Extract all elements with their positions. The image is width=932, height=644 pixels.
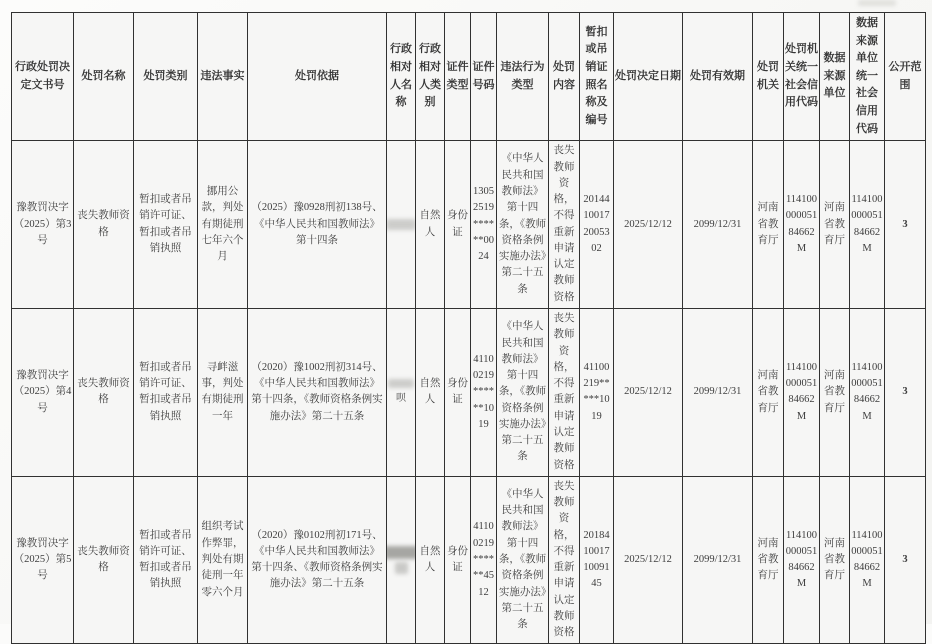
- cell-doc-no: 豫教罚决字（2025）第3号: [12, 141, 74, 309]
- cell-illegal-fact: 寻衅滋事，判处有期徒刑一年: [198, 309, 248, 477]
- cell-public-scope: 3: [885, 309, 926, 477]
- cell-party-name: [387, 476, 416, 644]
- cell-authority: 河南省教育厅: [753, 141, 784, 309]
- redacted-name-blur: [387, 219, 416, 230]
- cell-cert-type: 身份证: [445, 141, 471, 309]
- cell-penalty-content: 丧失教师资格，不得重新申请认定教师资格: [549, 309, 580, 477]
- photo-artifact-smudge: [858, 0, 896, 6]
- cell-cert-no: 13052519******0024: [471, 141, 497, 309]
- cell-cert-type: 身份证: [445, 309, 471, 477]
- header-penalty-category: 处罚类别: [134, 13, 198, 141]
- redacted-name-blur: [388, 379, 414, 388]
- table-row: [12, 476, 926, 644]
- cell-party-name: [387, 309, 416, 477]
- cell-violation-type: 《中华人民共和国教师法》第十四条，《教师资格条例实施办法》第二十五条: [497, 141, 549, 309]
- cell-authority-code: 11410000005184662M: [784, 309, 820, 477]
- cell-decision-date: 2025/12/12: [614, 309, 683, 477]
- cell-public-scope: 3: [885, 476, 926, 644]
- redacted-name-blur: [395, 562, 408, 574]
- cell-doc-no: 豫教罚决字（2025）第4号: [12, 309, 74, 477]
- header-party-name: 行政相对人名称: [387, 13, 416, 141]
- header-illegal-fact: 违法事实: [198, 13, 248, 141]
- table-row: [12, 309, 926, 477]
- cell-party-type: 自然人: [416, 476, 445, 644]
- header-authority-code: 处罚机关统一社会信用代码: [784, 13, 820, 141]
- cell-source-unit: 河南省教育厅: [820, 476, 850, 644]
- party-name-visible-char: 呗: [396, 392, 406, 404]
- cell-license-no: 20144100172005302: [580, 141, 614, 309]
- cell-party-type: 自然人: [416, 309, 445, 477]
- cell-penalty-category: 暂扣或者吊销许可证、暂扣或者吊销执照: [134, 141, 198, 309]
- cell-valid-until: 2099/12/31: [683, 141, 753, 309]
- cell-penalty-category: 暂扣或者吊销许可证、暂扣或者吊销执照: [134, 476, 198, 644]
- cell-source-code: 11410000005184662M: [850, 476, 885, 644]
- cell-party-name: [387, 141, 416, 309]
- penalty-table: [11, 12, 926, 644]
- cell-penalty-content: 丧失教师资格，不得重新申请认定教师资格: [549, 141, 580, 309]
- header-public-scope: 公开范围: [885, 13, 926, 141]
- header-license-no: 暂扣或吊销证照名称及编号: [580, 13, 614, 141]
- cell-valid-until: 2099/12/31: [683, 476, 753, 644]
- header-penalty-basis: 处罚依据: [248, 13, 387, 141]
- header-source-code: 数据来源单位统一社会信用代码: [850, 13, 885, 141]
- header-doc-no: 行政处罚决定文书号: [12, 13, 74, 141]
- cell-penalty-content: 丧失教师资格，不得重新申请认定教师资格: [549, 476, 580, 644]
- cell-illegal-fact: 挪用公款，判处有期徒刑七年六个月: [198, 141, 248, 309]
- cell-cert-no: 41100219******1019: [471, 309, 497, 477]
- cell-penalty-name: 丧失教师资格: [74, 476, 134, 644]
- cell-penalty-basis: （2020）豫1002刑初314号、《中华人民共和国教师法》第十四条，《教师资格条例实施办法》第二十五条: [248, 309, 387, 477]
- cell-decision-date: 2025/12/12: [614, 476, 683, 644]
- header-authority: 处罚机关: [753, 13, 784, 141]
- cell-penalty-category: 暂扣或者吊销许可证、暂扣或者吊销执照: [134, 309, 198, 477]
- cell-source-code: 11410000005184662M: [850, 309, 885, 477]
- header-decision-date: 处罚决定日期: [614, 13, 683, 141]
- cell-authority-code: 11410000005184662M: [784, 141, 820, 309]
- header-penalty-name: 处罚名称: [74, 13, 134, 141]
- cell-decision-date: 2025/12/12: [614, 141, 683, 309]
- cell-party-type: 自然人: [416, 141, 445, 309]
- header-cert-no: 证件号码: [471, 13, 497, 141]
- cell-penalty-basis: （2020）豫0102刑初171号、《中华人民共和国教师法》第十四条、《教师资格条例实施办法》第二十五条: [248, 476, 387, 644]
- table-row: [12, 141, 926, 309]
- header-penalty-content: 处罚内容: [549, 13, 580, 141]
- cell-source-unit: 河南省教育厅: [820, 141, 850, 309]
- header-source-unit: 数据来源单位: [820, 13, 850, 141]
- cell-authority: 河南省教育厅: [753, 309, 784, 477]
- cell-source-unit: 河南省教育厅: [820, 309, 850, 477]
- cell-penalty-basis: （2025）豫0928刑初138号、《中华人民共和国教师法》第十四条: [248, 141, 387, 309]
- cell-cert-type: 身份证: [445, 476, 471, 644]
- redacted-name-blur: [387, 546, 416, 559]
- header-violation-type: 违法行为类型: [497, 13, 549, 141]
- cell-license-no: 20184100171009145: [580, 476, 614, 644]
- cell-authority-code: 11410000005184662M: [784, 476, 820, 644]
- header-party-type: 行政相对人类别: [416, 13, 445, 141]
- header-cert-type: 证件类型: [445, 13, 471, 141]
- cell-illegal-fact: 组织考试作弊罪，判处有期徒刑一年零六个月: [198, 476, 248, 644]
- header-valid-until: 处罚有效期: [683, 13, 753, 141]
- cell-valid-until: 2099/12/31: [683, 309, 753, 477]
- table-header-row: [12, 13, 926, 141]
- cell-violation-type: 《中华人民共和国教师法》第十四条，《教师资格条例实施办法》第二十五条: [497, 476, 549, 644]
- cell-public-scope: 3: [885, 141, 926, 309]
- cell-license-no: 41100219*****1019: [580, 309, 614, 477]
- cell-cert-no: 41100219******4512: [471, 476, 497, 644]
- cell-violation-type: 《中华人民共和国教师法》第十四条，《教师资格条例实施办法》第二十五条: [497, 309, 549, 477]
- cell-source-code: 11410000005184662M: [850, 141, 885, 309]
- cell-authority: 河南省教育厅: [753, 476, 784, 644]
- cell-penalty-name: 丧失教师资格: [74, 309, 134, 477]
- cell-doc-no: 豫教罚决字（2025）第5号: [12, 476, 74, 644]
- cell-penalty-name: 丧失教师资格: [74, 141, 134, 309]
